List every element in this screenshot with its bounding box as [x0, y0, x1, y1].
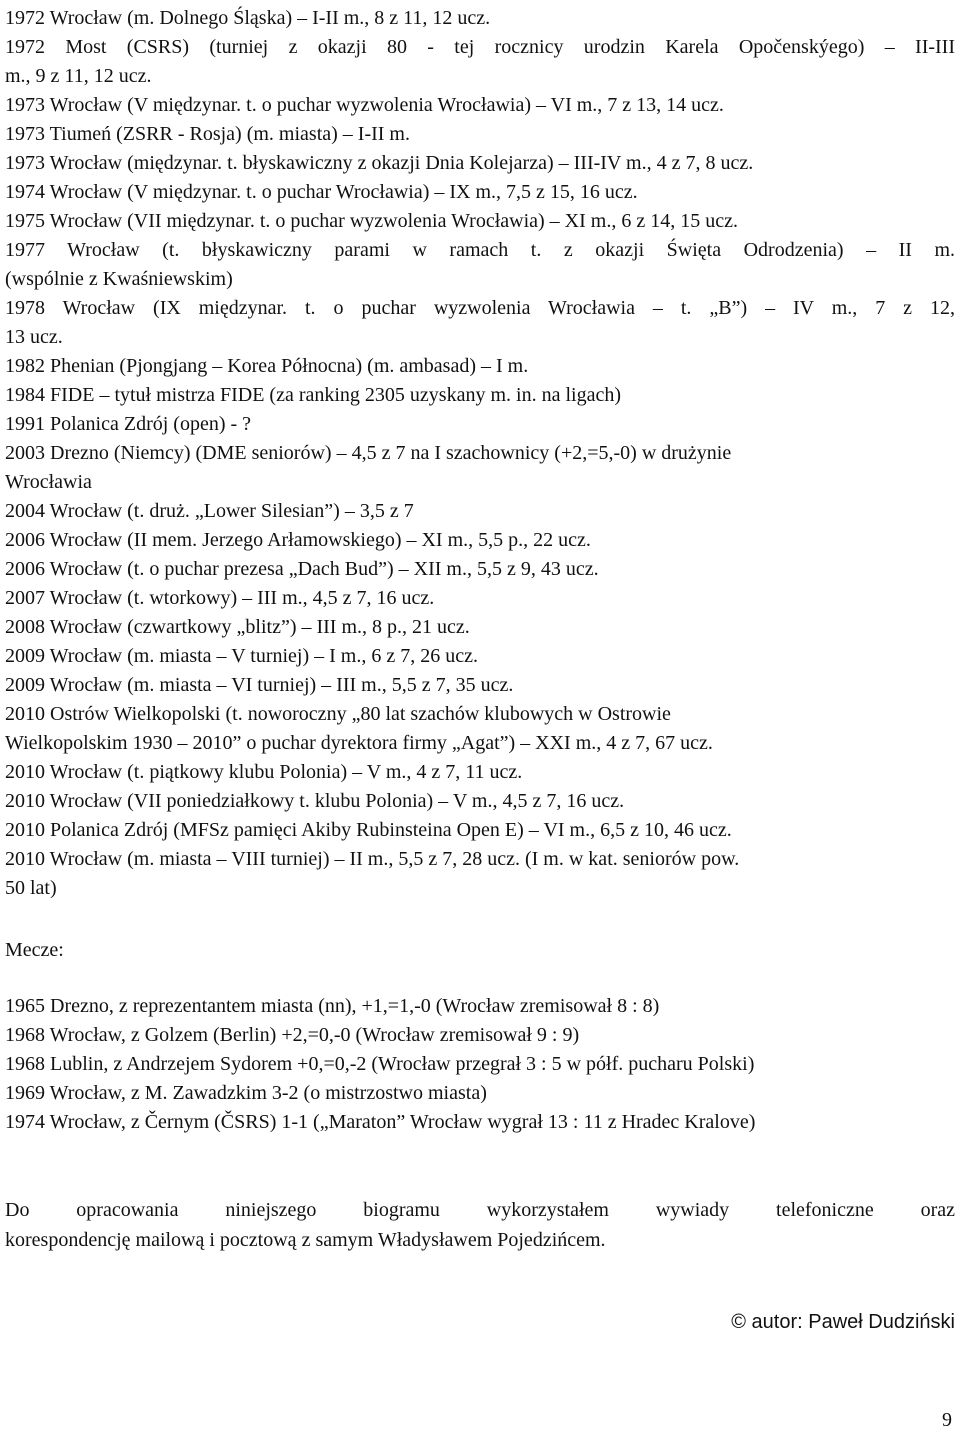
tournament-line: 2009 Wrocław (m. miasta – VI turniej) – III m., 5,5 z 7, 35 ucz.	[5, 674, 514, 696]
tournament-line: 1973 Wrocław (V międzynar. t. o puchar wyzwolenia Wrocławia) – VI m., 7 z 13, 14 ucz.	[5, 94, 724, 116]
tournament-line: 2009 Wrocław (m. miasta – V turniej) – I m., 6 z 7, 26 ucz.	[5, 645, 478, 667]
tournament-line: 2010 Wrocław (t. piątkowy klubu Polonia) – V m., 4 z 7, 11 ucz.	[5, 761, 523, 783]
author-credit: © autor: Paweł Dudziński	[731, 1311, 955, 1333]
tournament-line: Wrocławia	[5, 471, 92, 493]
tournament-line: 1972 Most (CSRS) (turniej z okazji 80 - tej rocznicy urodzin Karela Opočenskýego) – II-III	[5, 36, 955, 58]
tournament-line: (wspólnie z Kwaśniewskim)	[5, 268, 233, 290]
tournament-line: 2008 Wrocław (czwartkowy „blitz”) – III m., 8 p., 21 ucz.	[5, 616, 470, 638]
tournament-line: 1977 Wrocław (t. błyskawiczny parami w ramach t. z okazji Święta Odrodzenia) – II m.	[5, 239, 955, 261]
tournament-line: 2004 Wrocław (t. druż. „Lower Silesian”) – 3,5 z 7	[5, 500, 414, 522]
matches-heading: Mecze:	[5, 939, 64, 961]
tournament-line: 1984 FIDE – tytuł mistrza FIDE (za ranking 2305 uzyskany m. in. na ligach)	[5, 384, 621, 406]
tournament-line: 2006 Wrocław (t. o puchar prezesa „Dach Bud”) – XII m., 5,5 z 9, 43 ucz.	[5, 558, 599, 580]
match-line: 1968 Wrocław, z Golzem (Berlin) +2,=0,-0 (Wrocław zremisował 9 : 9)	[5, 1024, 580, 1046]
tournament-line: 2007 Wrocław (t. wtorkowy) – III m., 4,5 z 7, 16 ucz.	[5, 587, 435, 609]
match-line: 1969 Wrocław, z M. Zawadzkim 3-2 (o mistrzostwo miasta)	[5, 1082, 487, 1104]
tournament-line: 1991 Polanica Zdrój (open) - ?	[5, 413, 252, 435]
page-number: 9	[942, 1409, 952, 1431]
tournament-line: 2006 Wrocław (II mem. Jerzego Arłamowskiego) – XI m., 5,5 p., 22 ucz.	[5, 529, 591, 551]
match-line: 1974 Wrocław, z Černym (ČSRS) 1-1 („Maraton” Wrocław wygrał 13 : 11 z Hradec Kralove)	[5, 1111, 756, 1133]
tournament-line: Wielkopolskim 1930 – 2010” o puchar dyrektora firmy „Agat”) – XXI m., 4 z 7, 67 ucz.	[5, 732, 713, 754]
match-line: 1965 Drezno, z reprezentantem miasta (nn), +1,=1,-0 (Wrocław zremisował 8 : 8)	[5, 995, 660, 1017]
closing-line: korespondencję mailową i pocztową z samym Władysławem Pojedzińcem.	[5, 1229, 606, 1251]
tournament-line: 1972 Wrocław (m. Dolnego Śląska) – I-II m., 8 z 11, 12 ucz.	[5, 7, 491, 29]
closing-line: Do opracowania niniejszego biogramu wykorzystałem wywiady telefoniczne oraz	[5, 1199, 955, 1221]
tournament-line: 13 ucz.	[5, 326, 63, 348]
tournament-line: 1978 Wrocław (IX międzynar. t. o puchar wyzwolenia Wrocławia – t. „B”) – IV m., 7 z 12,	[5, 297, 955, 319]
tournament-line: 1973 Wrocław (międzynar. t. błyskawiczny z okazji Dnia Kolejarza) – III-IV m., 4 z 7, 8 ucz.	[5, 152, 754, 174]
tournament-line: 50 lat)	[5, 877, 57, 899]
tournament-line: 2010 Polanica Zdrój (MFSz pamięci Akiby Rubinsteina Open E) – VI m., 6,5 z 10, 46 ucz.	[5, 819, 732, 841]
tournament-line: 2003 Drezno (Niemcy) (DME seniorów) – 4,5 z 7 na I szachownicy (+2,=5,-0) w drużynie	[5, 442, 732, 464]
match-line: 1968 Lublin, z Andrzejem Sydorem +0,=0,-2 (Wrocław przegrał 3 : 5 w półf. pucharu Polski)	[5, 1053, 755, 1075]
tournament-line: m., 9 z 11, 12 ucz.	[5, 65, 152, 87]
tournament-line: 1974 Wrocław (V międzynar. t. o puchar Wrocławia) – IX m., 7,5 z 15, 16 ucz.	[5, 181, 638, 203]
tournament-line: 1975 Wrocław (VII międzynar. t. o puchar wyzwolenia Wrocławia) – XI m., 6 z 14, 15 ucz.	[5, 210, 738, 232]
tournament-line: 1982 Phenian (Pjongjang – Korea Północna) (m. ambasad) – I m.	[5, 355, 529, 377]
tournament-line: 2010 Wrocław (VII poniedziałkowy t. klubu Polonia) – V m., 4,5 z 7, 16 ucz.	[5, 790, 625, 812]
tournament-line: 2010 Wrocław (m. miasta – VIII turniej) – II m., 5,5 z 7, 28 ucz. (I m. w kat. seniorów pow.	[5, 848, 740, 870]
tournament-line: 1973 Tiumeń (ZSRR - Rosja) (m. miasta) – I-II m.	[5, 123, 410, 145]
tournament-line: 2010 Ostrów Wielkopolski (t. noworoczny „80 lat szachów klubowych w Ostrowie	[5, 703, 671, 725]
